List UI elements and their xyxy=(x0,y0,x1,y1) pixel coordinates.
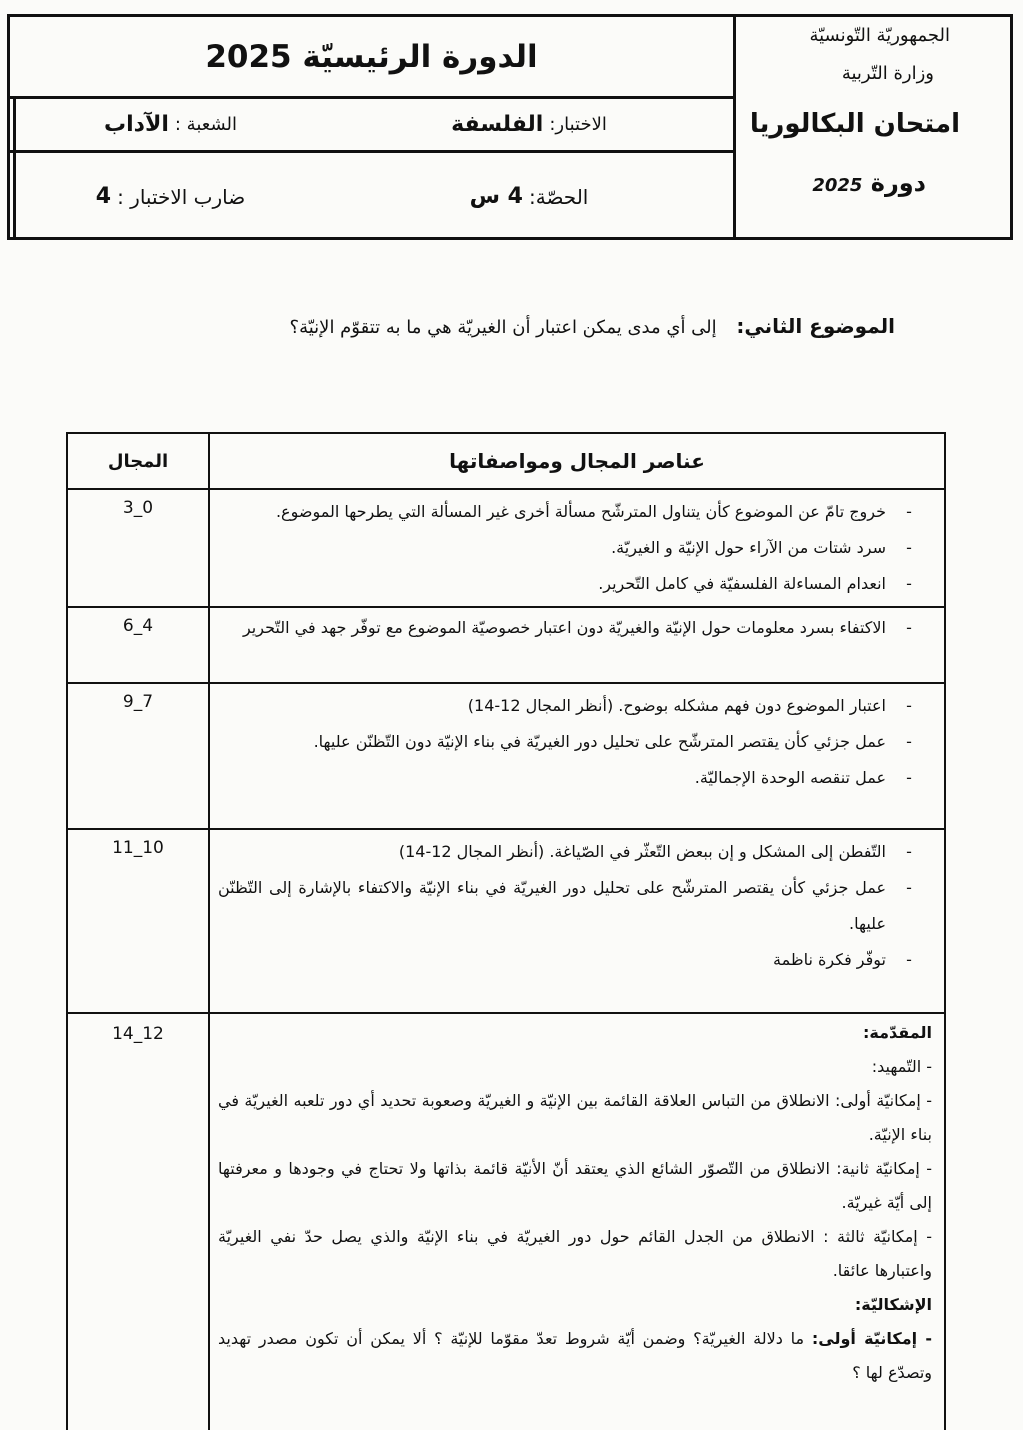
subject-question: إلى أي مدى يمكن اعتبار أن الغيريّة هي ما به تتقوّم الإنيّة؟ xyxy=(289,317,717,338)
exam-name: امتحان البكالوريا xyxy=(749,109,960,139)
exam-header xyxy=(7,14,1013,240)
ministry-name: وزارة التّربية xyxy=(841,63,934,84)
branch-value: الآداب xyxy=(104,112,169,137)
year-value: 2025 xyxy=(812,175,863,196)
problem-item xyxy=(218,1322,932,1390)
criteria-cell xyxy=(218,610,932,646)
duration-label: الحصّة: xyxy=(528,184,589,209)
exam-value: الفلسفة xyxy=(451,112,544,137)
problem-lead: - إمكانيّة أولى: xyxy=(811,1329,932,1348)
exam-subject-cell xyxy=(319,99,733,150)
coefficient-label: ضارب الاختبار : xyxy=(117,184,246,209)
header-left-block xyxy=(10,17,736,237)
header-row-subject xyxy=(10,99,733,153)
possibility-item: - إمكانيّة أولى: الانطلاق من التباس العلاقة القائمة بين الإنيّة و الغيريّة وصعوبة تحديد أي دور تلعبه الغيريّة في بناء الإنيّة. xyxy=(218,1091,932,1144)
subject-label: الموضوع الثاني: xyxy=(736,314,895,338)
intro-heading: المقدّمة: xyxy=(863,1023,932,1042)
range-value: 11_10 xyxy=(112,838,164,858)
criteria-cell xyxy=(218,494,932,602)
session-title: الدورة الرئيسيّة 2025 xyxy=(10,17,733,99)
criteria-cell xyxy=(218,1016,932,1390)
branch-label: الشعبة : xyxy=(174,114,237,135)
range-value: 3_0 xyxy=(122,498,154,518)
list-item: - سرد شتات من الآراء حول الإنيّة و الغيريّة. xyxy=(611,538,912,557)
duration-cell xyxy=(319,153,733,240)
tamhid-heading: - التّمهيد: xyxy=(871,1057,932,1076)
column-divider xyxy=(208,434,210,1430)
criteria-cell xyxy=(218,834,932,978)
row-divider xyxy=(68,488,944,490)
republic-name: الجمهوريّة التّونسيّة xyxy=(809,25,950,46)
row-divider xyxy=(68,606,944,608)
possibility-item: - إمكانيّة ثانية: الانطلاق من التّصوّر الشائع الذي يعتقد أنّ الأنيّة قائمة بذاتها ولا تحتاج في وجودها و معرفتها إلى أيّة غيريّة. xyxy=(218,1159,932,1212)
list-item: - عمل جزئي كأن يقتصر المترشّح على تحليل دور الغيريّة في بناء الإنيّة دون التّظنّن عليها. xyxy=(313,732,912,751)
coefficient-cell xyxy=(13,153,319,240)
branch-cell xyxy=(13,99,319,150)
grading-table xyxy=(66,432,946,1430)
exam-label: الاختبار: xyxy=(549,114,607,135)
range-value: 9_7 xyxy=(122,692,154,712)
list-item: - عمل جزئي كأن يقتصر المترشّح على تحليل دور الغيريّة في بناء الإنيّة والاكتفاء بالإشارة إلى التّظنّن عليها. xyxy=(218,878,912,933)
column-header-range: المجال xyxy=(107,450,169,472)
list-item: - خروج تامّ عن الموضوع كأن يتناول المترشّح مسألة أخرى غير المسألة التي يطرحها الموضوع. xyxy=(275,502,912,521)
list-item: - الاكتفاء بسرد معلومات حول الإنيّة والغيريّة دون اعتبار خصوصيّة الموضوع مع توفّر جهد في التّحرير xyxy=(242,618,912,637)
list-item: - توفّر فكرة ناظمة xyxy=(773,950,912,969)
coefficient-value: 4 xyxy=(95,184,112,209)
list-item: - التّفطن إلى المشكل و إن ببعض التّعثّر في الصّياغة. (أنظر المجال 12-14) xyxy=(398,842,912,861)
possibility-item: - إمكانيّة ثالثة : الانطلاق من الجدل القائم حول دور الغيريّة في بناء الإنيّة والذي يصل حدّ نفي الغيريّة واعتبارها عائقا. xyxy=(218,1227,932,1280)
column-header-criteria: عناصر المجال ومواصفاتها xyxy=(449,449,705,473)
range-value: 14_12 xyxy=(112,1024,164,1044)
header-right-block xyxy=(736,17,1010,237)
row-divider xyxy=(68,682,944,684)
header-row-duration xyxy=(10,153,733,240)
year-label: دورة xyxy=(870,169,926,197)
row-divider xyxy=(68,1012,944,1014)
list-item: - انعدام المساءلة الفلسفيّة في كامل التّحرير. xyxy=(598,574,912,593)
range-value: 6_4 xyxy=(122,616,154,636)
list-item: - عمل تنقصه الوحدة الإجماليّة. xyxy=(694,768,912,787)
problem-heading: الإشكاليّة: xyxy=(854,1295,932,1314)
criteria-cell xyxy=(218,688,932,796)
subject-line xyxy=(195,314,895,338)
exam-year xyxy=(812,169,926,197)
row-divider xyxy=(68,828,944,830)
list-item: - اعتبار الموضوع دون فهم مشكله بوضوح. (أنظر المجال 12-14) xyxy=(467,696,912,715)
duration-value: 4 س xyxy=(469,184,523,209)
problem-text: ما دلالة الغيريّة؟ وضمن أيّة شروط تعدّ مقوّما للإنيّة ؟ ألا يمكن أن تكون مصدر تهديد وتصدّع لها ؟ xyxy=(218,1329,932,1382)
